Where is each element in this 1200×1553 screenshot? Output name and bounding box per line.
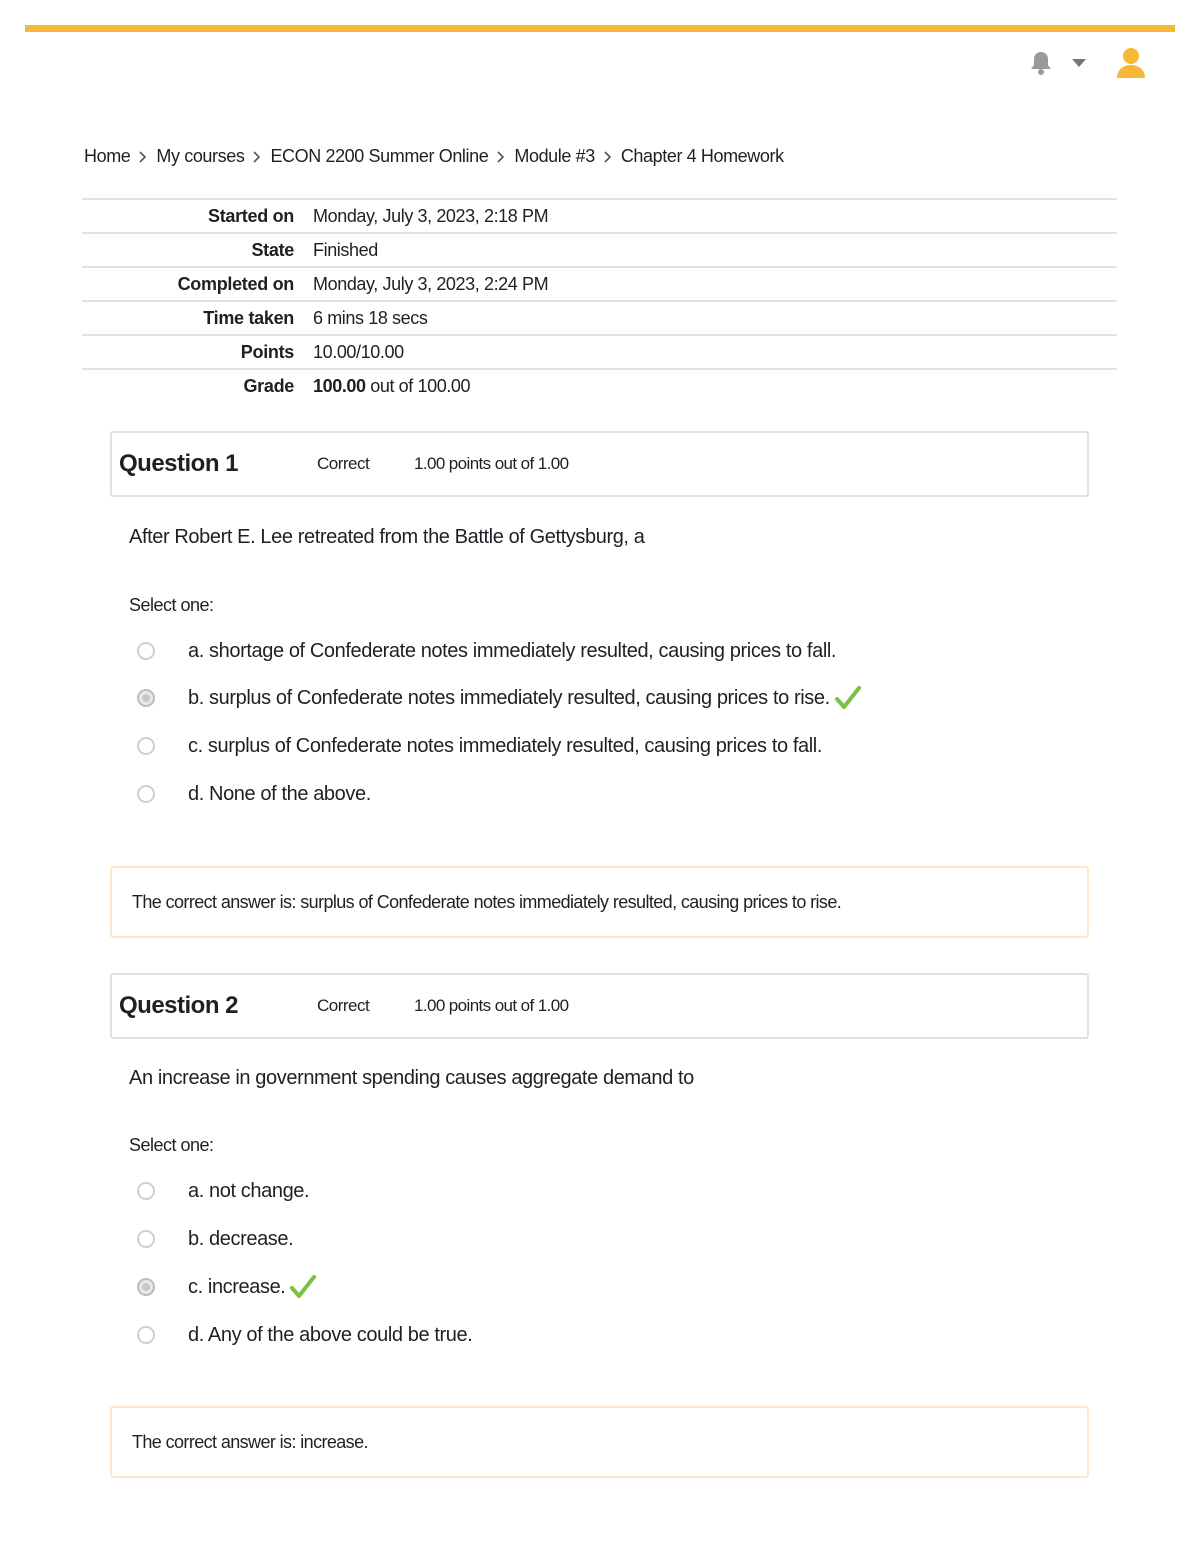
correct-answer-feedback: The correct answer is: surplus of Confederate notes immediately resulted, causing prices to rise.	[110, 866, 1089, 938]
answer-option[interactable]	[137, 731, 822, 761]
radio-button-selected[interactable]	[137, 689, 155, 707]
answer-label: a. not change.	[188, 1179, 310, 1202]
question-grade: 1.00 points out of 1.00	[414, 996, 569, 1015]
question-info-box	[110, 973, 1089, 1039]
answer-option[interactable]	[137, 1224, 293, 1254]
answer-option[interactable]	[137, 1320, 472, 1350]
question-number: Question 1	[119, 450, 239, 477]
question-number: Question 2	[119, 992, 239, 1019]
summary-value: 6 mins 18 secs	[313, 307, 428, 328]
radio-button[interactable]	[137, 1182, 155, 1200]
attempt-summary-table	[82, 198, 1117, 402]
select-one-prompt: Select one:	[129, 595, 214, 615]
answer-label: b. decrease.	[188, 1227, 294, 1250]
radio-button-selected[interactable]	[137, 1278, 155, 1296]
accent-bar	[25, 25, 1175, 32]
radio-button[interactable]	[137, 785, 155, 803]
radio-button[interactable]	[137, 1326, 155, 1344]
summary-value: Finished	[313, 239, 378, 260]
summary-label: Started on	[207, 205, 294, 226]
summary-row-grade	[82, 369, 1117, 402]
breadcrumb-my-courses[interactable]: My courses	[156, 146, 245, 166]
caret-down-icon[interactable]	[1070, 48, 1088, 78]
answer-option[interactable]	[137, 1176, 309, 1206]
radio-button[interactable]	[137, 737, 155, 755]
grade-score: 100.00	[313, 375, 366, 396]
summary-value	[313, 369, 1117, 402]
answer-label: d. Any of the above could be true.	[188, 1323, 473, 1346]
summary-label: Completed on	[177, 273, 294, 294]
summary-value: 10.00/10.00	[313, 341, 404, 362]
answer-label: c. surplus of Confederate notes immediately resulted, causing prices to fall.	[188, 734, 822, 757]
question-state: Correct	[317, 454, 370, 473]
answer-option[interactable]	[137, 779, 371, 809]
answer-option[interactable]	[137, 683, 862, 713]
breadcrumb-course[interactable]: ECON 2200 Summer Online	[270, 146, 489, 166]
checkmark-icon	[289, 1274, 317, 1300]
question-text: After Robert E. Lee retreated from the Battle of Gettysburg, a	[129, 526, 645, 548]
summary-row-state	[82, 233, 1117, 267]
chevron-right-icon	[253, 151, 261, 163]
breadcrumb-quiz[interactable]: Chapter 4 Homework	[620, 146, 784, 166]
summary-row-points	[82, 335, 1117, 369]
chevron-right-icon	[604, 151, 612, 163]
user-icon[interactable]	[1114, 46, 1148, 80]
answer-option[interactable]	[137, 636, 836, 666]
summary-value: Monday, July 3, 2023, 2:24 PM	[313, 273, 549, 294]
summary-row-time	[82, 301, 1117, 335]
summary-row-completed	[82, 267, 1117, 301]
summary-label: Points	[240, 341, 294, 362]
breadcrumb	[84, 146, 784, 167]
correct-answer-feedback: The correct answer is: increase.	[110, 1406, 1089, 1478]
radio-button[interactable]	[137, 642, 155, 660]
checkmark-icon	[834, 685, 862, 711]
select-one-prompt: Select one:	[129, 1135, 214, 1155]
radio-button[interactable]	[137, 1230, 155, 1248]
grade-out-of: out of 100.00	[365, 375, 471, 396]
summary-row-started	[82, 199, 1117, 233]
question-state: Correct	[317, 996, 370, 1015]
answer-label: a. shortage of Confederate notes immediately resulted, causing prices to fall.	[188, 639, 837, 662]
question-info-box	[110, 431, 1089, 497]
question-text: An increase in government spending causes aggregate demand to	[129, 1067, 694, 1089]
chevron-right-icon	[497, 151, 505, 163]
answer-option[interactable]	[137, 1272, 317, 1302]
chevron-right-icon	[139, 151, 147, 163]
navbar-icons	[1028, 46, 1148, 80]
question-grade: 1.00 points out of 1.00	[414, 454, 569, 473]
summary-label: State	[251, 239, 294, 260]
summary-label: Time taken	[203, 307, 294, 328]
summary-label: Grade	[243, 375, 294, 396]
bell-icon[interactable]	[1028, 48, 1054, 78]
answer-label: b. surplus of Confederate notes immediately resulted, causing prices to rise.	[188, 686, 830, 709]
breadcrumb-module[interactable]: Module #3	[514, 146, 595, 166]
answer-label: d. None of the above.	[188, 782, 371, 805]
answer-label: c. increase.	[188, 1275, 286, 1298]
breadcrumb-home[interactable]: Home	[84, 146, 131, 166]
summary-value: Monday, July 3, 2023, 2:18 PM	[313, 205, 549, 226]
